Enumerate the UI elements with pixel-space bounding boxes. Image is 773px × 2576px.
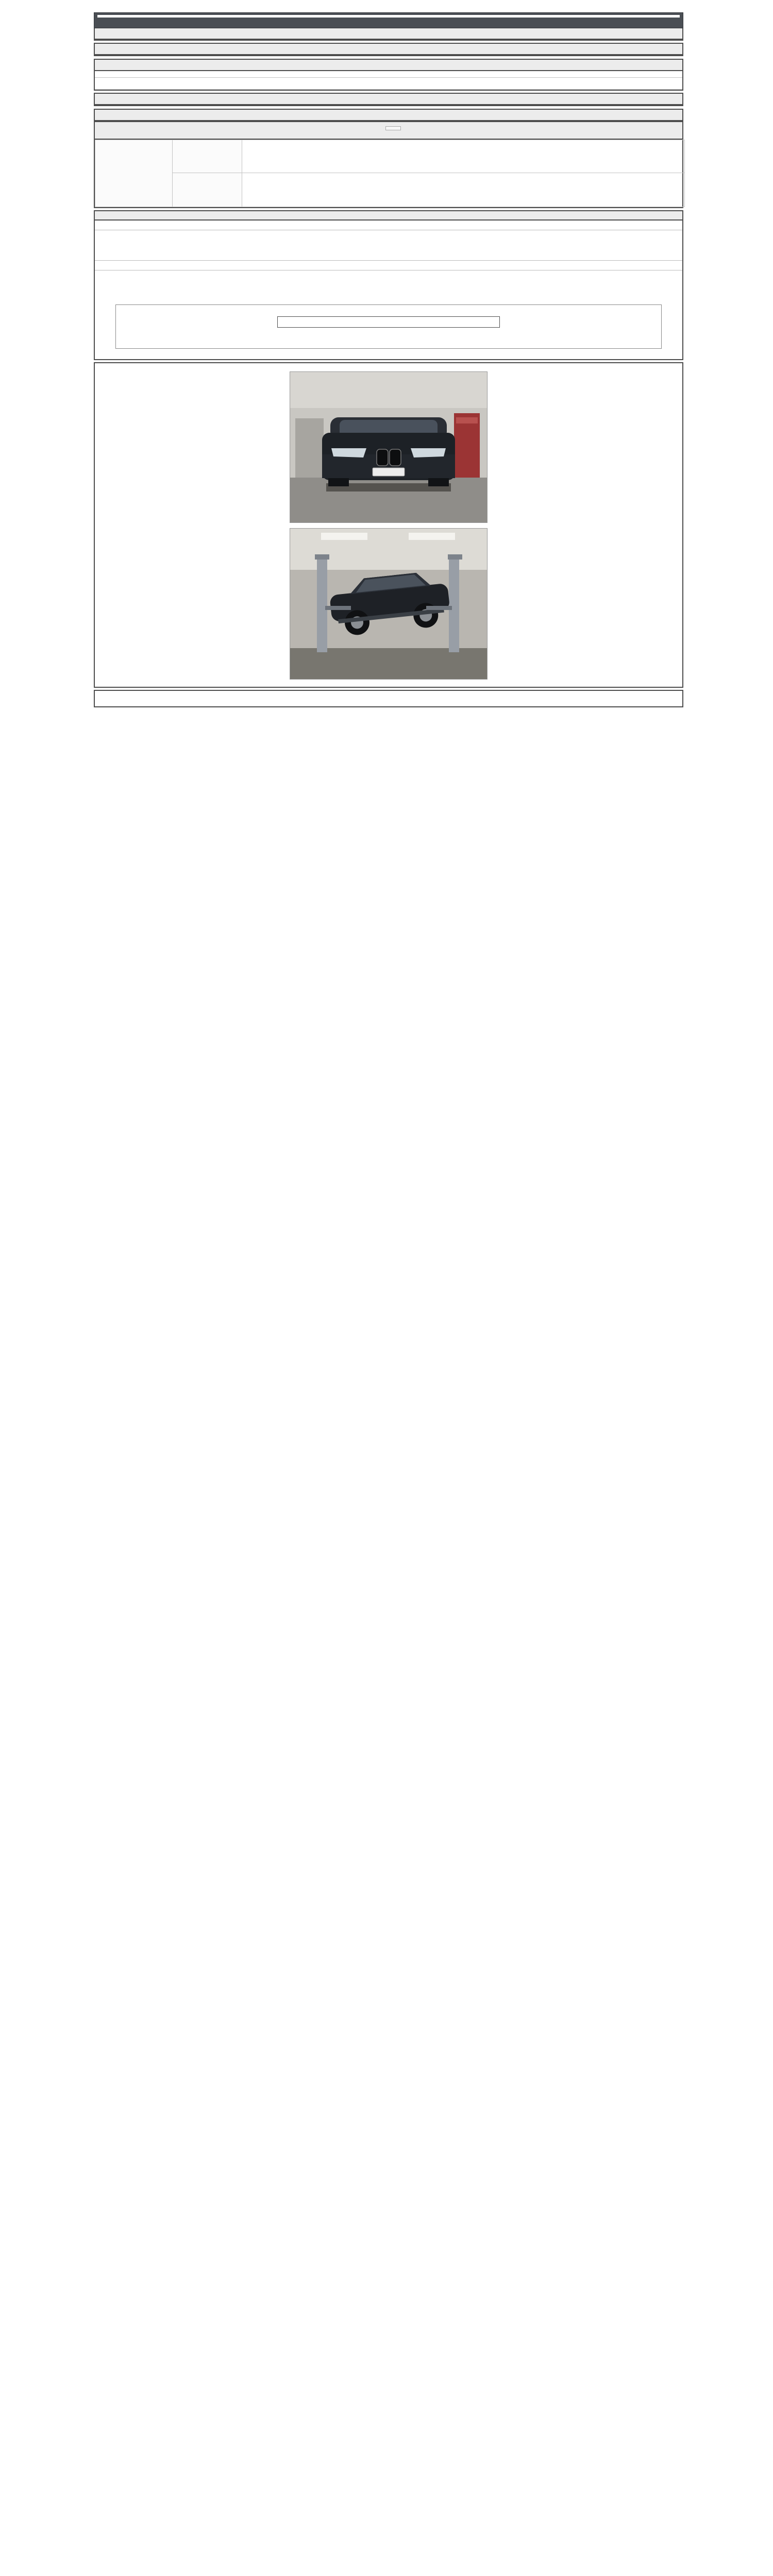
- section-notes: [94, 210, 683, 360]
- photos-title: [95, 363, 682, 371]
- valuation-info-box: [115, 304, 662, 349]
- inspection-photo-lift: [290, 528, 488, 680]
- section-detail: [94, 93, 683, 106]
- accident-legend: [95, 71, 682, 78]
- comprehensive-header: [95, 44, 682, 55]
- table-row: [95, 173, 685, 207]
- notes-band-1: [95, 221, 682, 230]
- opinions-table: [95, 140, 685, 207]
- appraiser-label: [173, 173, 242, 207]
- notes-band-2: [95, 260, 682, 270]
- final-price-amount: [385, 126, 401, 130]
- accident-header: [95, 60, 682, 71]
- inspection-photo-front: [290, 371, 488, 523]
- header-stripe: [97, 15, 680, 18]
- detail-header: [95, 94, 682, 105]
- inspector-label: [173, 140, 242, 173]
- valuation-box-title: [277, 316, 500, 328]
- document-header: [94, 12, 683, 28]
- table-row: [95, 140, 685, 173]
- notes-header: [95, 211, 682, 221]
- other-info-header: [95, 110, 682, 121]
- section-basic-info: [94, 28, 683, 41]
- opinions-group-label: [95, 140, 173, 207]
- inspector-opinion: [242, 140, 685, 173]
- section-accident-history: [94, 59, 683, 91]
- section-signature: [94, 690, 683, 707]
- section-opinions: [94, 140, 683, 208]
- signature-title: [102, 694, 675, 699]
- car-damage-diagrams: [95, 78, 682, 90]
- appraiser-opinion: [242, 173, 685, 207]
- final-price-block: [94, 122, 683, 140]
- section-photos: [94, 362, 683, 688]
- section-comprehensive: [94, 43, 683, 56]
- section-other-info: [94, 109, 683, 122]
- basic-info-header: [95, 28, 682, 40]
